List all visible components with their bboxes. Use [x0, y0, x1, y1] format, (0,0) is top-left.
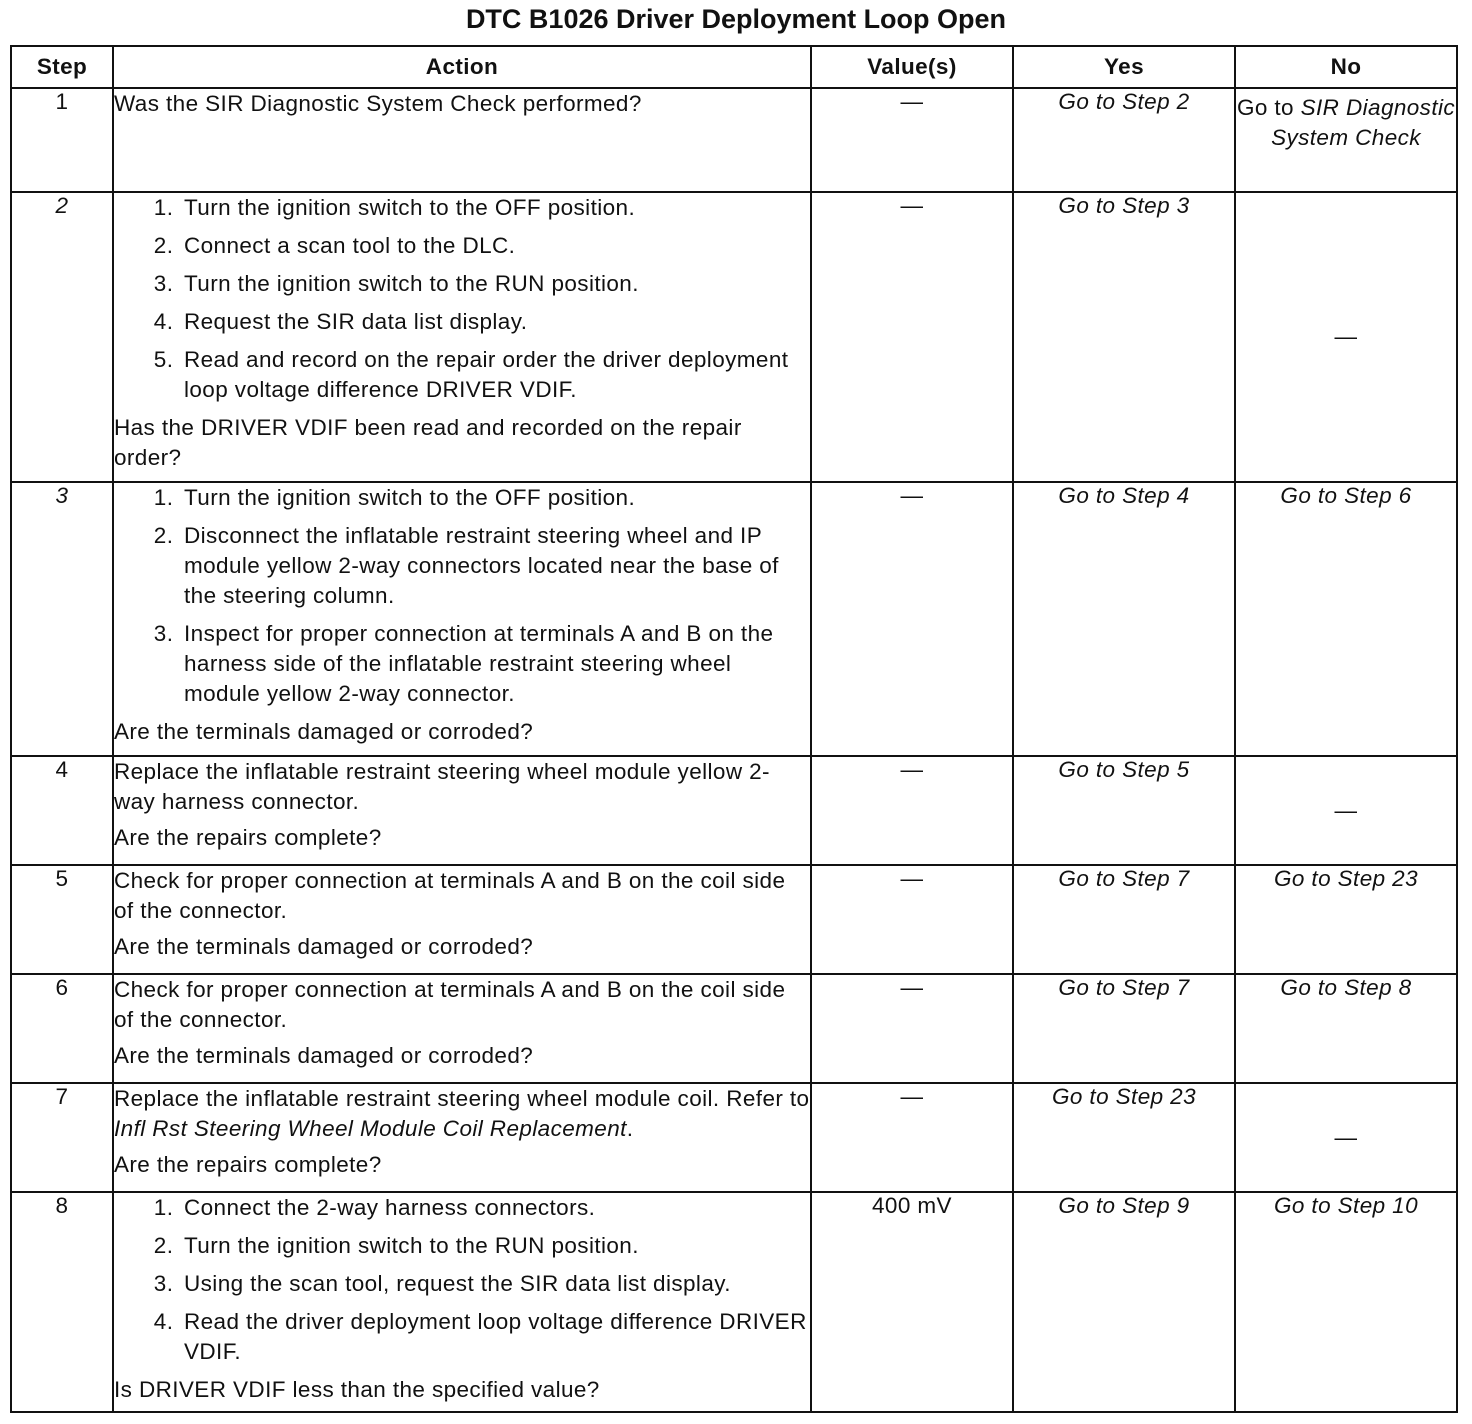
value-cell: —: [811, 192, 1013, 482]
table-row: [11, 756, 1457, 865]
no-cell: [1235, 88, 1457, 192]
action-question: Is DRIVER VDIF less than the specified value?: [114, 1377, 600, 1402]
action-question: Are the repairs complete?: [114, 825, 382, 850]
action-text: [114, 1084, 810, 1144]
action-text: Check for proper connection at terminals A and B on the coil side of the connector.: [114, 868, 786, 923]
action-list-item: 3. Inspect for proper connection at terminals A and B on the harness side of the inflatable restraint steering wheel module yellow 2-way connector.: [180, 619, 810, 709]
no-cell: —: [1235, 1083, 1457, 1192]
step-number: 4: [11, 756, 113, 865]
action-list-item: 4. Request the SIR data list display.: [180, 307, 810, 337]
column-header-step: Step: [11, 46, 113, 88]
action-text: Was the SIR Diagnostic System Check performed?: [114, 91, 642, 116]
column-header-action: Action: [113, 46, 811, 88]
no-cell: Go to Step 23: [1235, 865, 1457, 974]
action-cell: [113, 756, 811, 865]
action-list-item: 1. Turn the ignition switch to the OFF position.: [180, 483, 810, 513]
refer-suffix: .: [626, 1116, 634, 1141]
step-number: 5: [11, 865, 113, 974]
action-list-item: 2. Disconnect the inflatable restraint steering wheel and IP module yellow 2-way connectors located near the base of the steering column.: [180, 521, 810, 611]
value-cell: —: [811, 482, 1013, 756]
refer-link: Infl Rst Steering Wheel Module Coil Replacement: [114, 1116, 627, 1141]
value-cell: —: [811, 756, 1013, 865]
no-cell: Go to Step 8: [1235, 974, 1457, 1083]
step-number: 2: [11, 192, 113, 482]
no-cell: —: [1235, 192, 1457, 482]
action-list-item: 1. Connect the 2-way harness connectors.: [180, 1193, 810, 1223]
no-link: SIR Diagnostic System Check: [1271, 95, 1456, 150]
table-row: [11, 482, 1457, 756]
action-question: Has the DRIVER VDIF been read and recorded on the repair order?: [114, 415, 742, 470]
action-cell: [113, 192, 811, 482]
table-row: [11, 974, 1457, 1083]
action-text: Replace the inflatable restraint steering wheel module yellow 2-way harness connector.: [114, 759, 770, 814]
action-list: [114, 1193, 810, 1367]
column-header-no: No: [1235, 46, 1457, 88]
diagnostic-table: [10, 45, 1458, 1413]
column-header-values: Value(s): [811, 46, 1013, 88]
table-row: [11, 1083, 1457, 1192]
page-title: DTC B1026 Driver Deployment Loop Open: [465, 4, 1007, 34]
action-question: Are the terminals damaged or corroded?: [114, 719, 534, 744]
value-cell: —: [811, 974, 1013, 1083]
table-row: [11, 88, 1457, 192]
action-list-item: 2. Turn the ignition switch to the RUN position.: [180, 1231, 810, 1261]
action-list-item: 3. Turn the ignition switch to the RUN position.: [180, 269, 810, 299]
refer-prefix: Refer to: [726, 1086, 810, 1111]
table-header-row: [11, 46, 1457, 88]
action-list-item: 5. Read and record on the repair order the driver deployment loop voltage difference DRIVER VDIF.: [180, 345, 810, 405]
step-number: 6: [11, 974, 113, 1083]
action-text: Check for proper connection at terminals A and B on the coil side of the connector.: [114, 977, 786, 1032]
no-prefix: Go to: [1236, 95, 1294, 120]
action-list-item: 1. Turn the ignition switch to the OFF position.: [180, 193, 810, 223]
action-list: [114, 483, 810, 709]
step-number: 7: [11, 1083, 113, 1192]
no-cell: —: [1235, 756, 1457, 865]
action-list-item: 3. Using the scan tool, request the SIR data list display.: [180, 1269, 810, 1299]
step-number: 8: [11, 1192, 113, 1412]
column-header-yes: Yes: [1013, 46, 1235, 88]
action-cell: [113, 974, 811, 1083]
yes-cell: Go to Step 9: [1013, 1192, 1235, 1412]
yes-cell: Go to Step 5: [1013, 756, 1235, 865]
action-list-item: 4. Read the driver deployment loop voltage difference DRIVER VDIF.: [180, 1307, 810, 1367]
action-cell: [113, 865, 811, 974]
action-question: Are the terminals damaged or corroded?: [114, 1043, 534, 1068]
action-sentence: Replace the inflatable restraint steering wheel module coil.: [114, 1086, 720, 1111]
value-cell: 400 mV: [811, 1192, 1013, 1412]
action-cell: [113, 482, 811, 756]
table-row: [11, 865, 1457, 974]
action-list: [114, 193, 810, 405]
yes-cell: Go to Step 2: [1013, 88, 1235, 192]
action-list-item: 2. Connect a scan tool to the DLC.: [180, 231, 810, 261]
action-cell: [113, 1192, 811, 1412]
no-cell: Go to Step 10: [1235, 1192, 1457, 1412]
table-row: [11, 192, 1457, 482]
value-cell: —: [811, 1083, 1013, 1192]
yes-cell: Go to Step 4: [1013, 482, 1235, 756]
action-question: Are the terminals damaged or corroded?: [114, 934, 534, 959]
step-number: 1: [11, 88, 113, 192]
table-row: [11, 1192, 1457, 1412]
yes-cell: Go to Step 7: [1013, 974, 1235, 1083]
step-number: 3: [11, 482, 113, 756]
value-cell: —: [811, 865, 1013, 974]
yes-cell: Go to Step 3: [1013, 192, 1235, 482]
action-question: Are the repairs complete?: [114, 1152, 382, 1177]
yes-cell: Go to Step 23: [1013, 1083, 1235, 1192]
value-cell: —: [811, 88, 1013, 192]
action-cell: [113, 88, 811, 192]
action-cell: [113, 1083, 811, 1192]
yes-cell: Go to Step 7: [1013, 865, 1235, 974]
no-cell: Go to Step 6: [1235, 482, 1457, 756]
